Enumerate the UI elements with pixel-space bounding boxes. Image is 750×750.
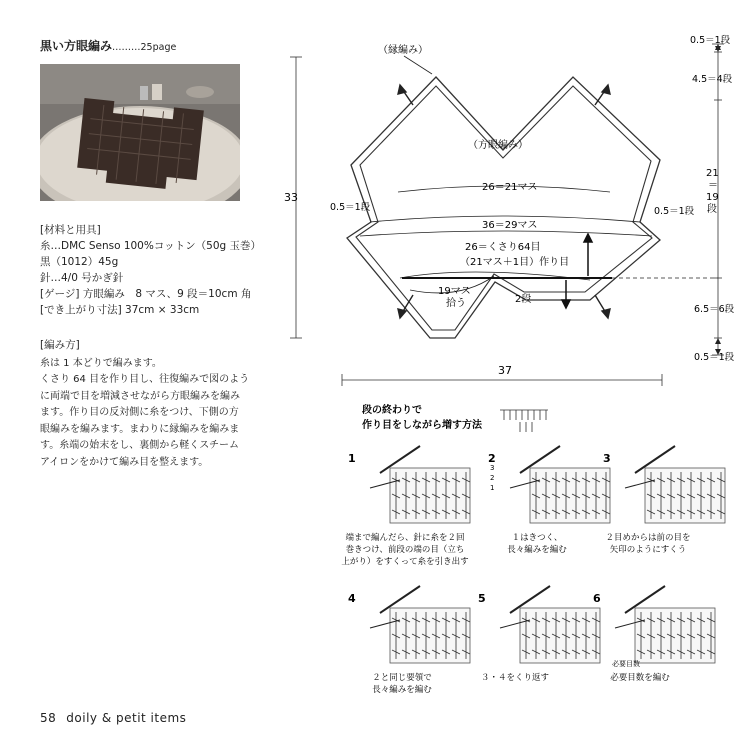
gauge-label: [ゲージ] xyxy=(40,288,80,300)
stitch-swatch xyxy=(370,446,470,523)
mini-symbol-chart xyxy=(500,410,548,432)
method-heading: [編み方] xyxy=(40,339,80,351)
step2-mini-label: 1 xyxy=(490,484,495,492)
method-line: 眼編みを編みます。まわりに縁編みを編みま xyxy=(40,423,240,435)
step-caption: １はきつく、 xyxy=(511,533,563,543)
mesh-label: （方眼編み） xyxy=(468,140,528,151)
howto-title-1: 段の終わりで xyxy=(362,405,422,416)
step-caption: 端まで編んだら、針に糸を２回 xyxy=(345,533,465,543)
scale-middle-b: ＝ xyxy=(708,180,718,191)
stitch-swatch xyxy=(625,446,725,523)
height-dimension: 33 xyxy=(284,191,298,204)
method-line: す。糸端の始末をし、裏側から軽くスチーム xyxy=(40,440,239,451)
size-value: 37cm × 33cm xyxy=(125,304,200,316)
scale-top: 0.5＝1段 xyxy=(690,35,731,46)
scale-lower: 6.5＝6段 xyxy=(694,304,735,315)
step-caption: 長々編みを編む xyxy=(372,685,432,695)
size-label: [でき上がり寸法] xyxy=(40,304,122,316)
right-edge-label: 0.5＝1段 xyxy=(654,206,695,217)
inner-border xyxy=(356,86,652,330)
scale-middle-d: 段 xyxy=(707,204,717,215)
scale-bottom: 0.5＝1段 xyxy=(694,352,735,363)
scale-upper: 4.5＝4段 xyxy=(692,74,733,85)
step-caption: 上がり）をすくって糸を引き出す xyxy=(341,557,469,567)
row-label-1: 26＝21マス xyxy=(482,182,538,193)
step-number: 6 xyxy=(593,592,601,605)
left-edge-label: 0.5＝1段 xyxy=(330,202,371,213)
outer-border xyxy=(347,77,660,338)
materials-heading: [材料と用具] xyxy=(40,224,101,236)
row-label-2: 36＝29マス xyxy=(482,220,538,231)
step-caption: 矢印のようにすくう xyxy=(609,545,687,555)
step-caption: 長々編みを編む xyxy=(507,545,567,555)
stitch-swatch xyxy=(500,586,600,663)
stitch-swatch xyxy=(370,586,470,663)
title-text: 黒い方眼編み xyxy=(40,39,113,53)
materials-yarn: 糸…DMC Senso 100%コットン（50g 玉巻） xyxy=(40,240,261,252)
step2-mini-label: 2 xyxy=(490,474,495,482)
method-line: 糸は 1 本どりで編みます。 xyxy=(40,357,162,369)
howto-step xyxy=(603,446,725,555)
step-number: 4 xyxy=(348,592,356,605)
bottom-label-b: 2段 xyxy=(515,294,532,305)
method-line: くさり 64 目を作り目し、往復編みで図のよう xyxy=(40,374,250,385)
step2-mini-label: 3 xyxy=(490,464,495,472)
method-line: ます。作り目の反対側に糸をつけ、下側の方 xyxy=(40,407,239,418)
materials-color: 黒（1012）45g xyxy=(40,256,119,268)
chain-label-1: 26＝くさり64目 xyxy=(465,242,541,253)
howto-steps xyxy=(341,446,725,695)
title-page-ref: ………25page xyxy=(112,42,177,53)
step-caption: ２と同じ要領で xyxy=(372,673,432,683)
bottom-label-a1: 19マス xyxy=(438,286,471,297)
page-number: 58 xyxy=(40,711,57,725)
page-footer xyxy=(40,711,186,725)
howto-step xyxy=(348,586,470,695)
howto-step xyxy=(478,586,600,683)
book-title: doily & petit items xyxy=(66,711,187,725)
step-caption: 必要目数を編む xyxy=(610,673,670,683)
chain-label-2: （21マス＋1目）作り目 xyxy=(460,257,570,268)
scale-middle-c: 19 xyxy=(706,192,719,203)
howto-section xyxy=(0,395,750,705)
step-caption: ３・４をくり返す xyxy=(480,673,550,683)
stitch-swatch xyxy=(510,446,610,523)
bottom-label-a2: 拾う xyxy=(446,298,466,309)
step-number: 3 xyxy=(603,452,611,465)
materials-needle: 針…4/0 号かぎ針 xyxy=(40,272,124,284)
width-dimension: 37 xyxy=(498,364,512,377)
step-number: 1 xyxy=(348,452,356,465)
scale-middle-a: 21 xyxy=(706,168,719,179)
gauge-value: 方眼編み 8 マス、9 段＝10cm 角 xyxy=(82,288,252,300)
howto-title-2: 作り目をしながら増す方法 xyxy=(362,420,482,431)
step-caption: ２目めからは前の目を xyxy=(605,533,691,543)
method-line: に両端で目を増減させながら方眼編みを編み xyxy=(40,390,240,402)
step6-note: 必要目数 xyxy=(612,660,640,668)
stitch-swatch xyxy=(615,586,715,663)
howto-step xyxy=(593,586,715,683)
howto-step xyxy=(341,446,470,567)
step-number: 5 xyxy=(478,592,486,605)
edge-arrows xyxy=(398,85,610,318)
border-label: （縁編み） xyxy=(378,45,428,56)
method-line: アイロンをかけて編み目を整えます。 xyxy=(40,456,209,468)
step-number: 2 xyxy=(488,452,496,465)
howto-step xyxy=(488,446,610,555)
step-caption: 巻きつけ、前段の端の目（立ち xyxy=(345,545,465,555)
